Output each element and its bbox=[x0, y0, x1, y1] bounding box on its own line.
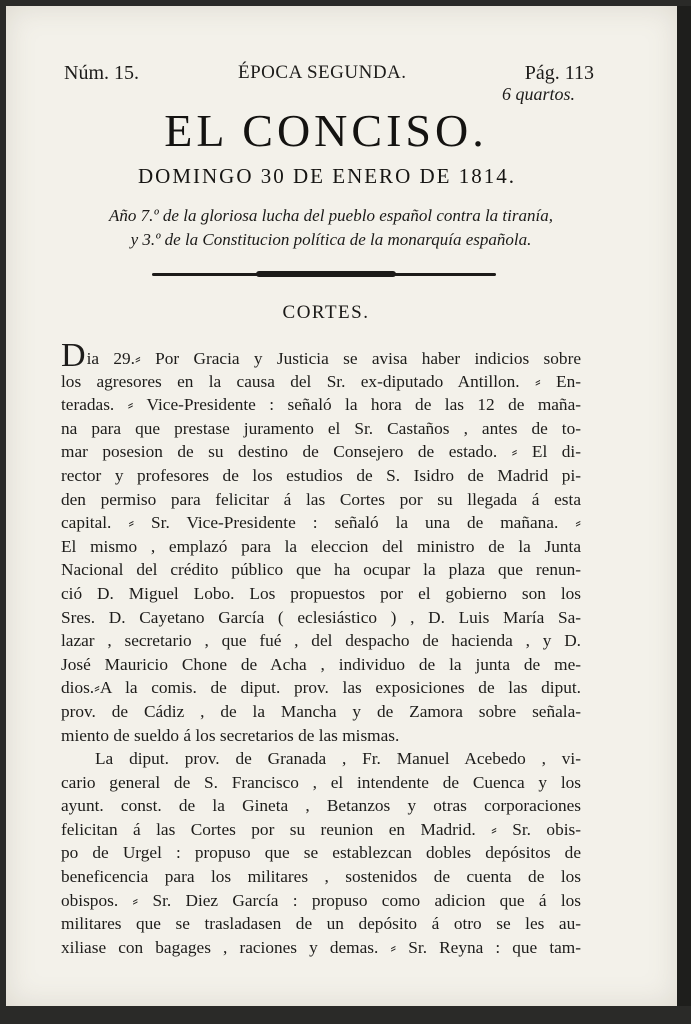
text-line: Nacional del crédito público que ha ocupar la plaza que renun- bbox=[61, 560, 581, 580]
text-line: mar posesion de su destino de Consejero de estado. ⸗ El di- bbox=[61, 442, 581, 462]
text-line: Sres. D. Cayetano García ( eclesiástico ) , D. Luis María Sa- bbox=[61, 607, 581, 627]
motto-line-2: y 3.º de la Constitucion política de la monarquía española. bbox=[130, 230, 532, 249]
page-number: Pág. 113 bbox=[524, 62, 594, 84]
header-rule-ornament bbox=[256, 271, 396, 277]
text-line: lazar , secretario , que fué , del despacho de hacienda , y D. bbox=[61, 631, 581, 651]
header-row bbox=[64, 62, 594, 86]
text-line: xiliase con bagages , raciones y demas. ⸗ Sr. Reyna : que tam- bbox=[61, 937, 581, 957]
text-line: prov. de Cádiz , de la Mancha y de Zamora sobre señala- bbox=[61, 701, 581, 721]
text-line: teradas. ⸗ Vice-Presidente : señaló la hora de las 12 de maña- bbox=[61, 395, 581, 415]
issue-number: Núm. 15. bbox=[64, 62, 139, 84]
text-line: miento de sueldo á los secretarios de las mismas. bbox=[61, 725, 400, 745]
text-line: los agresores en la causa del Sr. ex-diputado Antillon. ⸗ En- bbox=[61, 371, 581, 391]
section-title: CORTES. bbox=[282, 302, 370, 323]
issue-date: DOMINGO 30 DE ENERO DE 1814. bbox=[138, 164, 516, 188]
article-body bbox=[61, 337, 581, 959]
motto-line-1: Año 7.º de la gloriosa lucha del pueblo español contra la tiranía, bbox=[109, 206, 553, 225]
text-line: El mismo , emplazó para la eleccion del ministro de la Junta bbox=[61, 536, 581, 556]
text-line: rector y profesores de los estudios de S. Isidro de Madrid pi- bbox=[61, 465, 581, 485]
epoch-label: ÉPOCA SEGUNDA. bbox=[238, 62, 407, 83]
text-line: felicitan á las Cortes por su reunion en Madrid. ⸗ Sr. obis- bbox=[61, 819, 581, 839]
newspaper-page bbox=[6, 6, 678, 1006]
text-line: Dia 29.⸗ Por Gracia y Justicia se avisa haber indicios sobre bbox=[61, 337, 581, 374]
text-line: beneficencia para los militares , sostenidos de cuenta de los bbox=[61, 867, 581, 887]
text-line: cario general de S. Francisco , el intendente de Cuenca y los bbox=[61, 772, 581, 792]
text-line: dios.⸗A la comis. de diput. prov. las exposiciones de las diput. bbox=[61, 678, 581, 698]
text-line: militares que se trasladasen de un depósito á otro se les au- bbox=[61, 914, 581, 934]
text-line: La diput. prov. de Granada , Fr. Manuel Acebedo , vi- bbox=[95, 749, 581, 769]
text-line: obispos. ⸗ Sr. Diez García : propuso como adicion que á los bbox=[61, 890, 581, 910]
text-line: den permiso para felicitar á las Cortes por su llegada á esta bbox=[61, 489, 581, 509]
masthead-title: EL CONCISO. bbox=[164, 105, 488, 156]
text-line: ció D. Miguel Lobo. Los propuestos por el gobierno son los bbox=[61, 583, 581, 603]
text-line: capital. ⸗ Sr. Vice-Presidente : señaló la una de mañana. ⸗ bbox=[61, 513, 581, 533]
text-line: ayunt. const. de la Gineta , Betanzos y otras corporaciones bbox=[61, 796, 581, 816]
scan-edge bbox=[677, 6, 691, 1006]
text-line: na para que prestase juramento el Sr. Castaños , antes de to- bbox=[61, 418, 581, 438]
paragraph-2 bbox=[61, 747, 581, 959]
text-line: José Mauricio Chone de Acha , individuo de la junta de me- bbox=[61, 654, 581, 674]
price-label: 6 quartos. bbox=[502, 84, 576, 104]
text-line: po de Urgel : propuso que se establezcan dobles depósitos de bbox=[61, 843, 581, 863]
drop-cap: D bbox=[61, 337, 86, 374]
paragraph-1 bbox=[61, 337, 581, 747]
